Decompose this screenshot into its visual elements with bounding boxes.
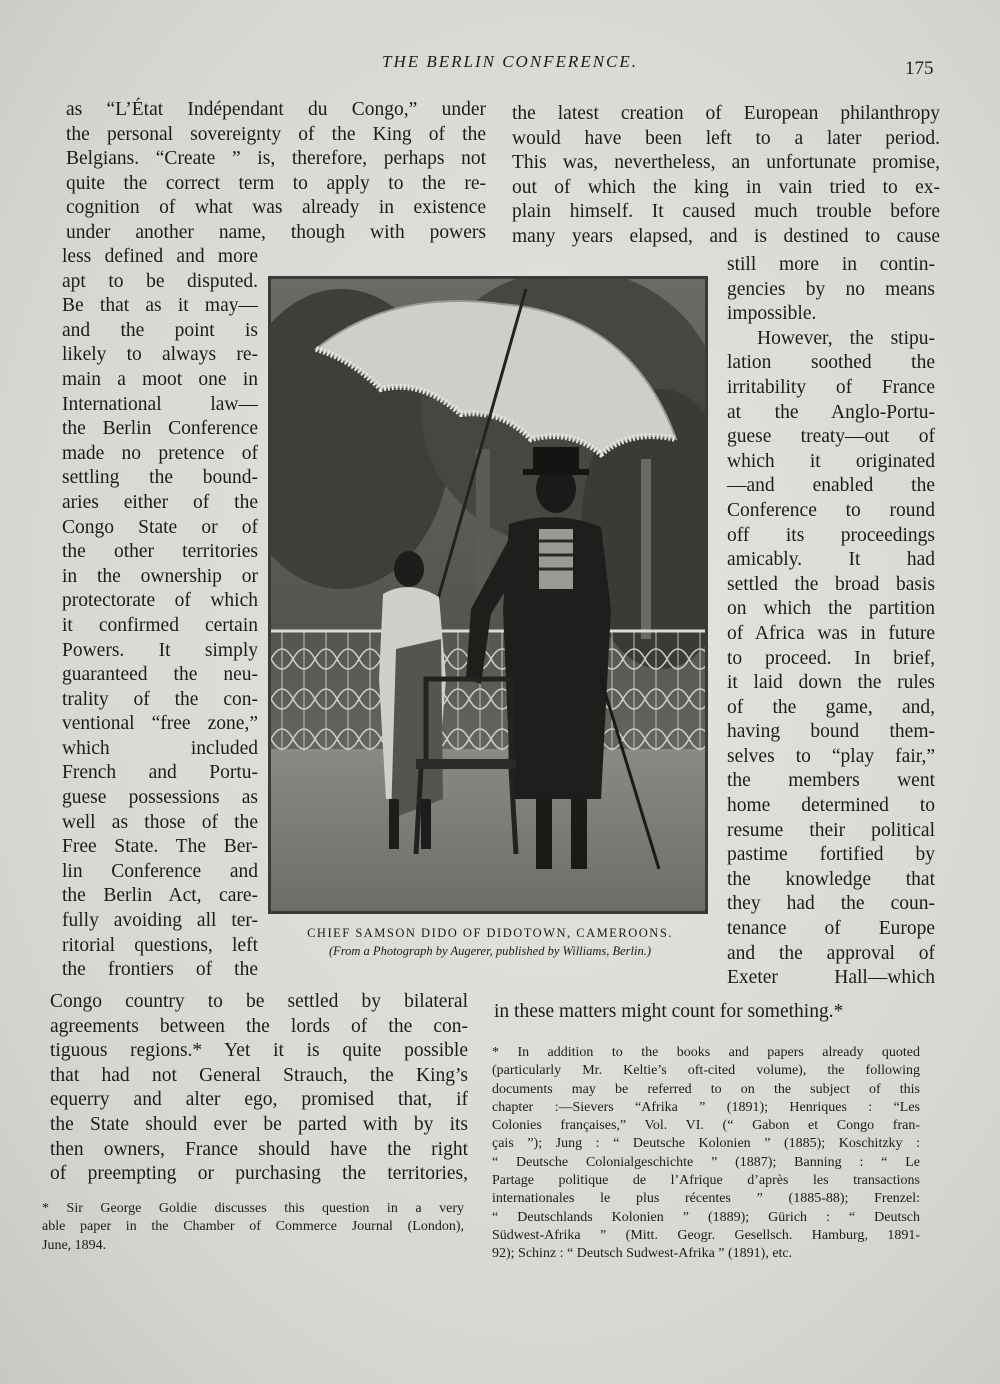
- text-line: Congo State or of: [62, 516, 258, 538]
- text-line: of the game, and,: [727, 696, 935, 718]
- text-line: tiguous regions.* Yet it is quite possible: [50, 1040, 468, 1062]
- footnote-line: çais ”); Jung : “ Deutsche Kolonien ” (1885); Koschitzky :: [492, 1136, 920, 1152]
- footnote-line: “ Deutsche Colonialgeschichte ” (1887); Banning : “ Le: [492, 1154, 920, 1170]
- text-line: tenance of Europe: [727, 918, 935, 940]
- text-line: guese possessions as: [62, 787, 258, 809]
- footnote-line: June, 1894.: [42, 1237, 107, 1253]
- text-line: resume their political: [727, 819, 935, 841]
- text-line: of Africa was in future: [727, 622, 935, 644]
- caption-title: CHIEF SAMSON DIDO OF DIDOTOWN, CAMEROONS.: [307, 926, 673, 940]
- text-line: which it originated: [727, 450, 935, 472]
- text-line: of preempting or purchasing the territories,: [50, 1163, 468, 1185]
- text-line: gencies by no means: [727, 278, 935, 300]
- text-line: would have been left to a later period.: [512, 127, 940, 149]
- text-line: International law—: [62, 393, 258, 415]
- text-line: French and Portu-: [62, 762, 258, 784]
- text-line: Conference to round: [727, 499, 935, 521]
- text-line: main a moot one in: [62, 368, 258, 390]
- text-line: in these matters might count for something.*: [494, 1001, 844, 1022]
- text-line: ventional “free zone,”: [62, 713, 258, 735]
- caption-credit: (From a Photograph by Augerer, published by Williams, Berlin.): [328, 944, 652, 958]
- photograph: [268, 276, 708, 914]
- text-line: the State should ever be parted with by its: [50, 1113, 468, 1135]
- footnote-line: Partage politique de l’Afrique d’après les transactions: [492, 1173, 920, 1189]
- text-line: Belgians. “Create ” is, therefore, perhaps not: [66, 148, 486, 170]
- footnote-line: Colonies françaises,” Vol. VI. (“ Gabon et Congo fran-: [492, 1118, 920, 1134]
- photo-caption: [270, 926, 710, 959]
- text-line: plain himself. It caused much trouble before: [512, 201, 940, 223]
- text-line: Be that as it may—: [62, 295, 258, 317]
- text-line: cognition of what was already in existence: [66, 197, 486, 219]
- text-line: settled the broad basis: [727, 573, 935, 595]
- text-line: amicably. It had: [727, 549, 935, 571]
- text-line: out of which the king in vain tried to ex-: [512, 176, 940, 198]
- text-line: in the ownership or: [62, 565, 258, 587]
- text-line: irritability of France: [727, 376, 935, 398]
- footnote-line: (particularly Mr. Keltie’s oft-cited volume), the following: [492, 1063, 920, 1079]
- text-line: as “L’État Indépendant du Congo,” under: [66, 99, 486, 120]
- footnote-line: “ Deutschlands Kolonien ” (1889); Gürich : “ Deutsch: [492, 1209, 920, 1225]
- text-line: well as those of the: [62, 811, 258, 833]
- text-line: home determined to: [727, 795, 935, 817]
- text-line: equerry and alter ego, promised that, if: [50, 1089, 468, 1111]
- text-line: This was, nevertheless, an unfortunate promise,: [512, 152, 940, 174]
- col1-bottom-text: [50, 990, 468, 1187]
- text-line: protectorate of which: [62, 590, 258, 612]
- text-line: at the Anglo-Portu-: [727, 401, 935, 423]
- footnote-line: documents may be referred to on the subject of this: [492, 1081, 920, 1097]
- text-line: the members went: [727, 770, 935, 792]
- text-line: under another name, though with powers: [66, 221, 486, 243]
- text-line: and the approval of: [727, 942, 935, 964]
- col1-top-text: [66, 98, 486, 246]
- footnote-line: internationales le plus récentes ” (1885-88); Frenzel:: [492, 1191, 920, 1207]
- footnote-right: [492, 1044, 920, 1264]
- text-line: the Berlin Act, care-: [62, 885, 258, 907]
- text-line: lin Conference and: [62, 860, 258, 882]
- footnote-line: * Sir George Goldie discusses this question in a very: [42, 1201, 464, 1216]
- text-line: still more in contin-: [727, 254, 935, 275]
- text-line: on which the partition: [727, 598, 935, 620]
- text-line: However, the stipu-: [757, 327, 935, 349]
- footnote-left: [42, 1200, 464, 1255]
- text-line: the personal sovereignty of the King of the: [66, 123, 486, 145]
- text-line: having bound them-: [727, 721, 935, 743]
- text-line: and the point is: [62, 319, 258, 341]
- text-line: ritorial questions, left: [62, 934, 258, 956]
- text-line: Exeter Hall—which: [727, 967, 935, 989]
- text-line: less defined and more: [62, 246, 258, 267]
- col2-top-text: [512, 102, 940, 250]
- text-line: settling the bound-: [62, 467, 258, 489]
- text-line: likely to always re-: [62, 344, 258, 366]
- text-line: aries either of the: [62, 491, 258, 513]
- footnote-line: able paper in the Chamber of Commerce Journal (London),: [42, 1219, 464, 1235]
- text-line: they had the coun-: [727, 893, 935, 915]
- text-line: it laid down the rules: [727, 672, 935, 694]
- text-line: selves to “play fair,”: [727, 745, 935, 767]
- text-line: pastime fortified by: [727, 844, 935, 866]
- col2-narrow-text: [727, 253, 935, 991]
- col1-narrow-text: [62, 245, 258, 983]
- text-line: that had not General Strauch, the King’s: [50, 1064, 468, 1086]
- text-line: many years elapsed, and is destined to cause: [512, 225, 940, 247]
- text-line: guaranteed the neu-: [62, 664, 258, 686]
- text-line: then owners, France should have the right: [50, 1138, 468, 1160]
- text-line: trality of the con-: [62, 688, 258, 710]
- text-line: —and enabled the: [727, 475, 935, 497]
- text-line: agreements between the lords of the con-: [50, 1015, 468, 1037]
- text-line: the latest creation of European philanthropy: [512, 103, 940, 124]
- col2-bottom-text: [494, 1000, 924, 1025]
- running-head: THE BERLIN CONFERENCE.: [381, 52, 639, 71]
- text-line: guese treaty—out of: [727, 426, 935, 448]
- text-line: it confirmed certain: [62, 614, 258, 636]
- chief-portrait-illustration: [271, 279, 705, 911]
- footnote-line: * In addition to the books and papers already quoted: [492, 1045, 920, 1060]
- text-line: Congo country to be settled by bilateral: [50, 991, 468, 1012]
- text-line: apt to be disputed.: [62, 270, 258, 292]
- page-number: 175: [905, 58, 934, 79]
- text-line: to proceed. In brief,: [727, 647, 935, 669]
- text-line: off its proceedings: [727, 524, 935, 546]
- text-line: the knowledge that: [727, 868, 935, 890]
- text-line: quite the correct term to apply to the re-: [66, 172, 486, 194]
- text-line: impossible.: [727, 303, 817, 325]
- text-line: made no pretence of: [62, 442, 258, 464]
- text-line: which included: [62, 737, 258, 759]
- text-line: lation soothed the: [727, 352, 935, 374]
- text-line: the Berlin Conference: [62, 418, 258, 440]
- text-line: fully avoiding all ter-: [62, 910, 258, 932]
- text-line: Powers. It simply: [62, 639, 258, 661]
- text-line: the frontiers of the: [62, 959, 258, 981]
- footnote-line: Südwest-Afrika ” (Mitt. Geogr. Gesellsch. Hamburg, 1891-: [492, 1227, 920, 1243]
- text-line: Free State. The Ber-: [62, 836, 258, 858]
- footnote-line: 92); Schinz : “ Deutsch Sudwest-Afrika ” (1891), etc.: [492, 1246, 793, 1262]
- footnote-line: chapter :—Sievers “Afrika ” (1891); Henriques : “Les: [492, 1099, 920, 1115]
- text-line: the other territories: [62, 541, 258, 563]
